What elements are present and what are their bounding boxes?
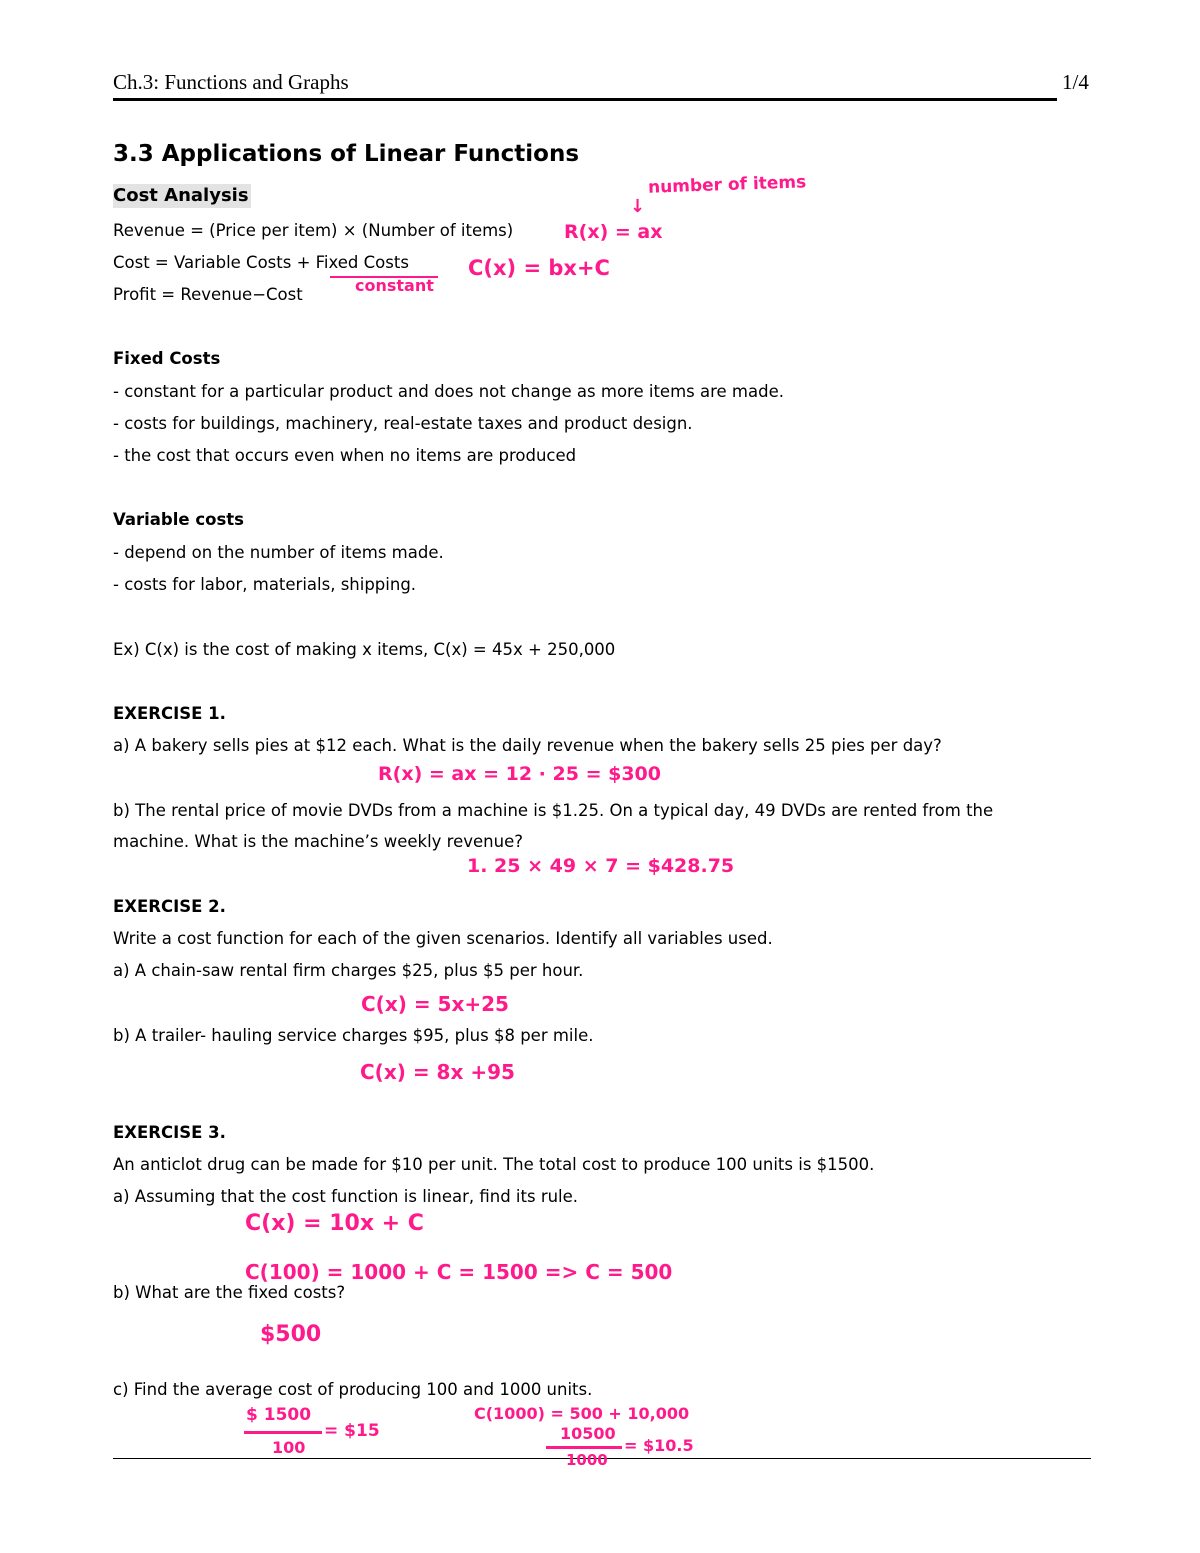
hw-ex3c-numerator: $ 1500 <box>246 1405 312 1425</box>
header-title: Ch.3: Functions and Graphs <box>113 70 349 94</box>
hw-arrow-icon: ↓ <box>630 196 646 217</box>
fixed-costs-item: - the cost that occurs even when no items are produced <box>113 446 577 465</box>
cost-formula-fixed: Fixed Costs <box>315 253 409 272</box>
hw-ex3c-denominator: 100 <box>272 1438 306 1457</box>
exercise-1a: a) A bakery sells pies at $12 each. What is the daily revenue when the bakery sells 25 pies per day? <box>113 736 942 755</box>
exercise-3-title: EXERCISE 3. <box>113 1123 226 1142</box>
fixed-costs-item: - constant for a particular product and does not change as more items are made. <box>113 382 784 401</box>
section-cost-analysis: Cost Analysis <box>113 185 249 206</box>
exercise-3-intro: An anticlot drug can be made for $10 per unit. The total cost to produce 100 units is $1500. <box>113 1155 875 1174</box>
hw-ex3c-result: = $15 <box>324 1421 380 1441</box>
hw-cost-function: C(x) = bx+C <box>468 256 610 280</box>
hw-ex2b-answer: C(x) = 8x +95 <box>360 1060 515 1084</box>
hw-ex1b-answer: 1. 25 × 49 × 7 = $428.75 <box>467 855 735 877</box>
hw-ex2a-answer: C(x) = 5x+25 <box>361 992 509 1016</box>
exercise-2b: b) A trailer- hauling service charges $95, plus $8 per mile. <box>113 1026 594 1045</box>
hw-ex3a-rule: C(x) = 10x + C <box>245 1211 424 1236</box>
hw-ex3c2-fraction-bar <box>546 1446 622 1449</box>
hw-constant: constant <box>355 276 434 295</box>
exercise-3a: a) Assuming that the cost function is linear, find its rule. <box>113 1187 579 1206</box>
hw-ex3c2-result: = $10.5 <box>624 1436 694 1455</box>
hw-ex3c-fraction-bar <box>244 1431 322 1434</box>
fixed-costs-title: Fixed Costs <box>113 349 221 368</box>
profit-formula: Profit = Revenue−Cost <box>113 285 303 304</box>
exercise-1b-line1: b) The rental price of movie DVDs from a machine is $1.25. On a typical day, 49 DVDs are rented from the <box>113 801 994 820</box>
exercise-2a: a) A chain-saw rental firm charges $25, plus $5 per hour. <box>113 961 584 980</box>
exercise-1b-line2: machine. What is the machine’s weekly revenue? <box>113 832 523 851</box>
hw-ex3c2-cost: C(1000) = 500 + 10,000 <box>474 1404 690 1423</box>
cost-formula <box>113 253 409 272</box>
exercise-1-title: EXERCISE 1. <box>113 704 226 723</box>
exercise-3b: b) What are the fixed costs? <box>113 1283 346 1302</box>
variable-costs-item: - costs for labor, materials, shipping. <box>113 575 417 594</box>
page-title: 3.3 Applications of Linear Functions <box>113 141 580 167</box>
revenue-formula: Revenue = (Price per item) × (Number of items) <box>113 221 514 240</box>
fixed-costs-item: - costs for buildings, machinery, real-estate taxes and product design. <box>113 414 693 433</box>
example-line: Ex) C(x) is the cost of making x items, C(x) = 45x + 250,000 <box>113 640 616 659</box>
hw-revenue-function: R(x) = ax <box>564 221 663 243</box>
exercise-3c: c) Find the average cost of producing 100 and 1000 units. <box>113 1380 593 1399</box>
header-rule <box>113 98 1057 101</box>
hw-ex3c2-denominator: 1000 <box>566 1451 608 1469</box>
cost-formula-prefix: Cost = Variable Costs + <box>113 253 316 272</box>
exercise-2-title: EXERCISE 2. <box>113 897 226 916</box>
variable-costs-item: - depend on the number of items made. <box>113 543 444 562</box>
variable-costs-title: Variable costs <box>113 510 244 529</box>
exercise-2-intro: Write a cost function for each of the given scenarios. Identify all variables used. <box>113 929 773 948</box>
hw-number-of-items: number of items <box>647 172 807 198</box>
hw-ex3b-answer: $500 <box>260 1322 322 1347</box>
hw-ex3a-solve: C(100) = 1000 + C = 1500 => C = 500 <box>245 1260 673 1284</box>
page-number: 1/4 <box>1062 70 1089 94</box>
hw-ex1a-answer: R(x) = ax = 12 · 25 = $300 <box>378 763 661 785</box>
hw-ex3c2-numerator: 10500 <box>560 1424 616 1443</box>
